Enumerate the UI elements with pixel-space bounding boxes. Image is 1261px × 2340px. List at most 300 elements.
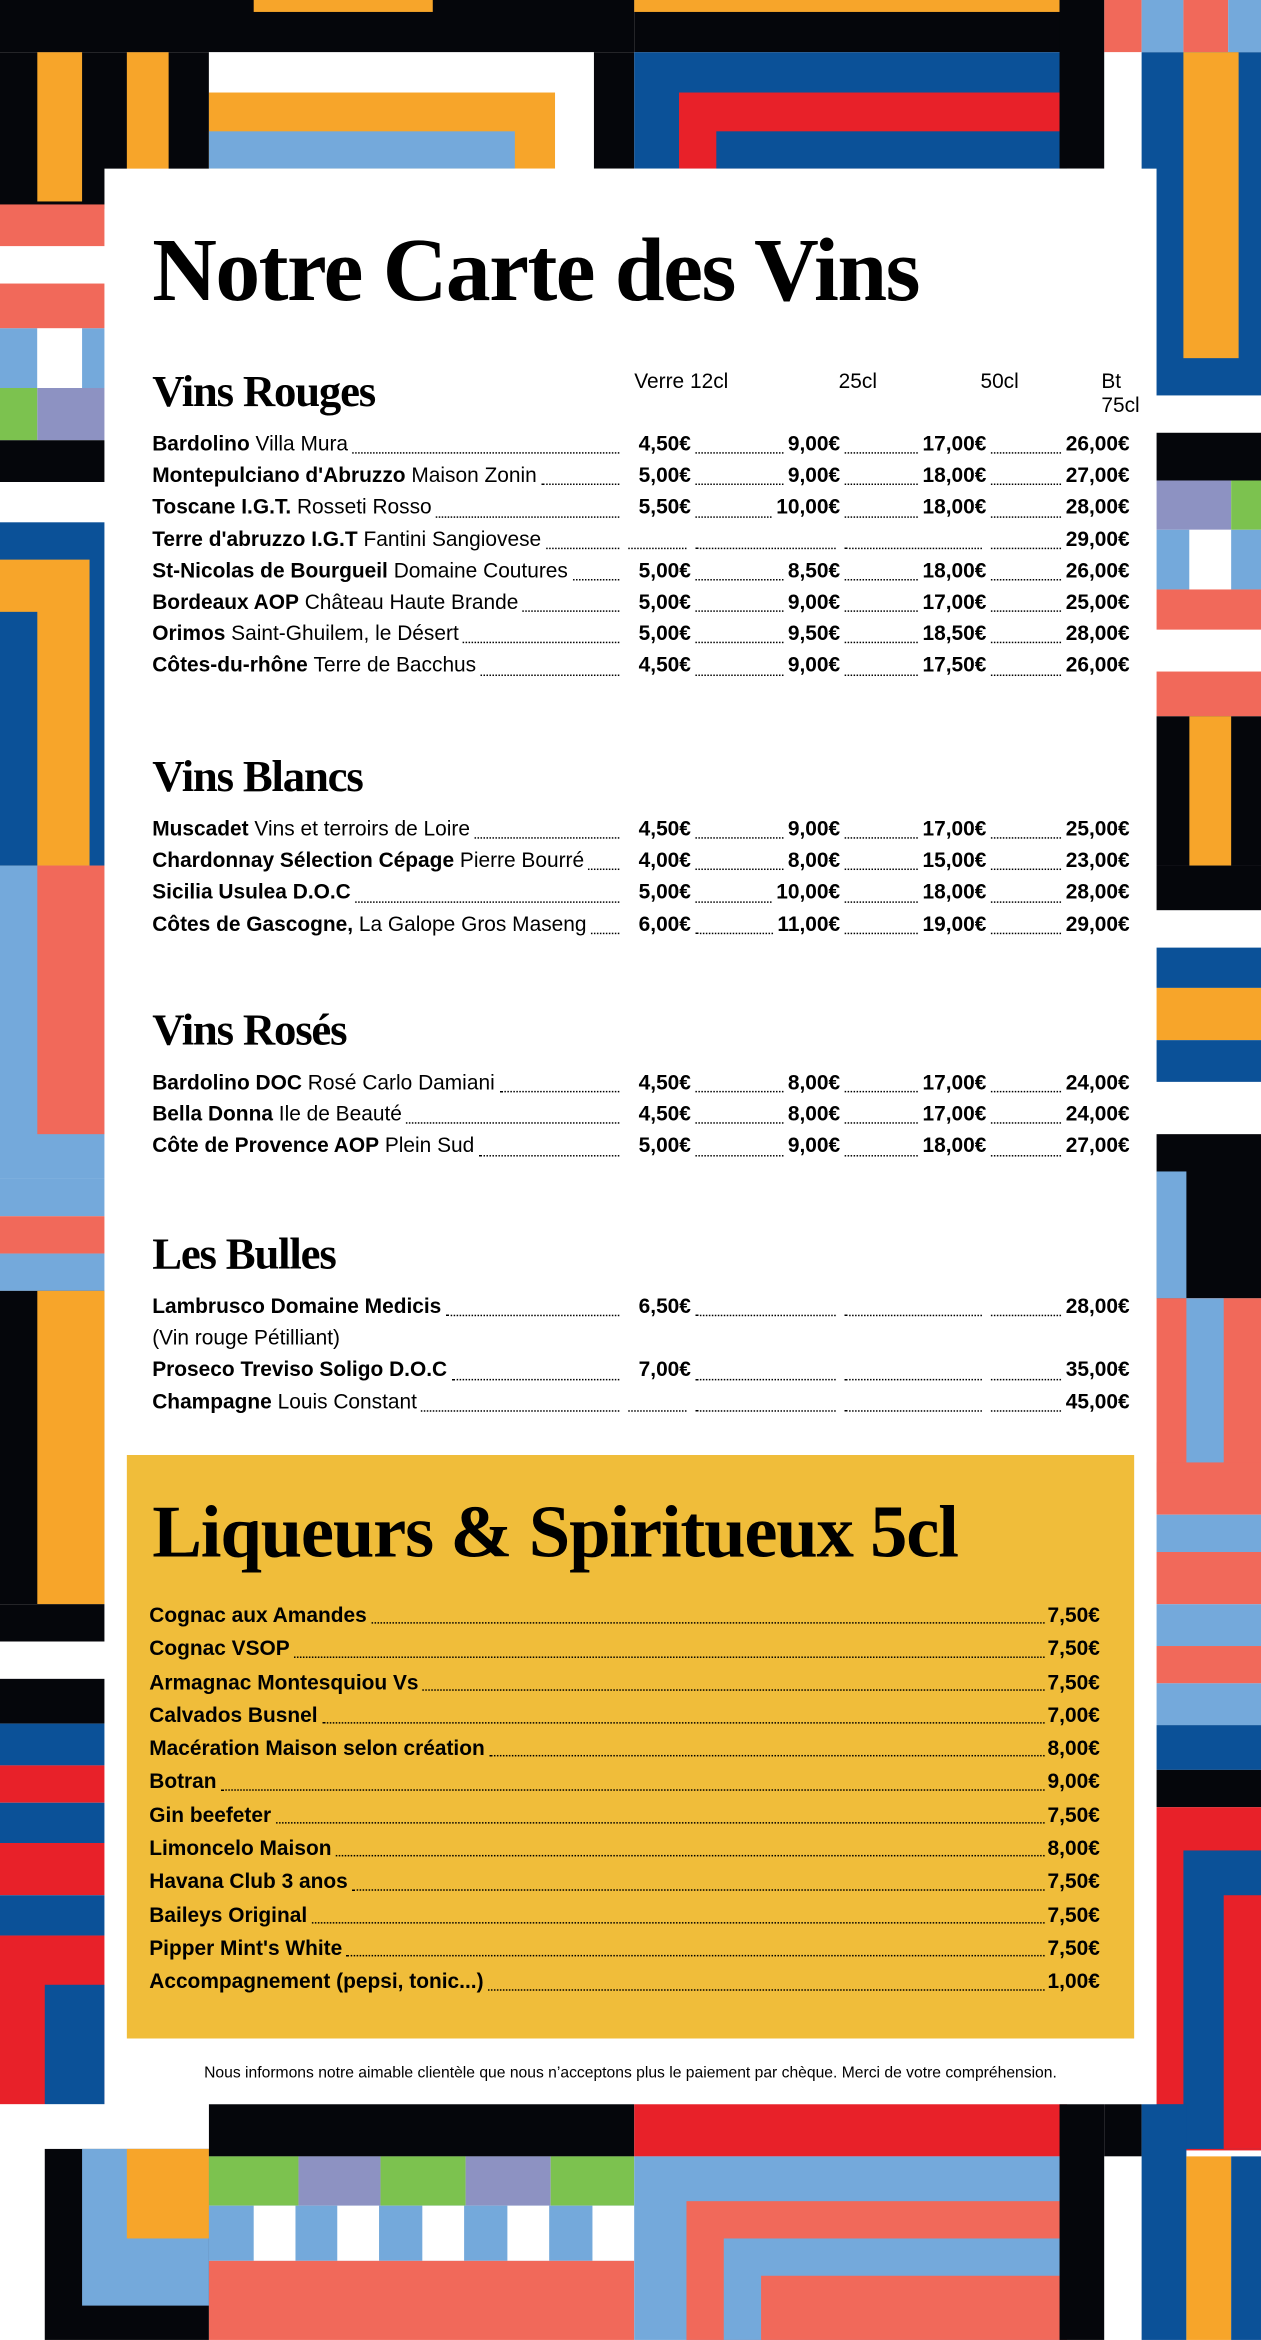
wine-name-cell [152, 1354, 624, 1386]
decor-block [37, 1291, 104, 1604]
price-cell [840, 1067, 986, 1099]
decor-block [0, 1254, 104, 1291]
price-cell [986, 908, 1129, 940]
dot-leader [991, 1154, 1061, 1155]
dot-leader [336, 1856, 1045, 1857]
price: 18,00€ [922, 494, 987, 519]
price-cell [840, 1130, 986, 1162]
liqueur-name: Accompagnement (pepsi, tonic...) [149, 1968, 484, 1993]
decor-block [1157, 1552, 1261, 1604]
wine-name: Côtes-du-rhône [152, 652, 308, 677]
decor-block [422, 2206, 464, 2261]
wine-note: (Vin rouge Pétilliant) [152, 1325, 340, 1350]
dot-leader [695, 547, 835, 548]
price-cell [986, 1130, 1129, 1162]
decor-block [37, 866, 104, 1135]
price-cell [624, 1067, 691, 1099]
liqueur-price: 7,50€ [1047, 1602, 1100, 1627]
decor-block [507, 2206, 549, 2261]
liqueur-name: Macération Maison selon création [149, 1735, 485, 1760]
decor-block [716, 131, 1059, 168]
dot-leader [991, 932, 1061, 933]
decor-block [634, 0, 1059, 12]
wine-name-cell [152, 428, 624, 460]
liqueur-price: 7,50€ [1047, 1935, 1100, 1960]
dot-leader [436, 516, 619, 517]
decor-block [1224, 1895, 1261, 2149]
price: 35,00€ [1065, 1357, 1130, 1381]
dot-leader [474, 837, 619, 838]
wine-row [152, 845, 1129, 877]
decor-block [551, 2156, 635, 2205]
wine-name-cell [152, 1291, 624, 1323]
dot-leader [312, 1922, 1045, 1923]
wine-row [152, 428, 1129, 460]
decor-block [1157, 481, 1232, 530]
price-cell [986, 555, 1129, 587]
price-cell [840, 845, 986, 877]
dot-leader [463, 642, 619, 643]
wine-name-cell [152, 877, 624, 909]
decor-block [761, 2276, 1067, 2340]
wine-name: Bardolino [152, 431, 250, 456]
wine-row [152, 492, 1129, 524]
dot-leader [347, 1955, 1045, 1956]
price: 4,50€ [638, 652, 691, 677]
decor-block [209, 2156, 299, 2205]
price: 26,00€ [1065, 652, 1130, 677]
decor-block [1157, 1515, 1261, 1552]
wine-name: Chardonnay Sélection Cépage [152, 847, 455, 872]
price-cell [840, 428, 986, 460]
decor-block [1157, 1082, 1261, 1134]
decor-block [0, 1642, 104, 1679]
liqueurs-list [149, 1598, 1100, 1997]
wine-producer: Ile de Beauté [278, 1101, 402, 1126]
wine-producer: Pierre Bourré [459, 847, 585, 872]
dot-leader [489, 1756, 1044, 1757]
decor-block [209, 131, 515, 168]
dot-leader [991, 1378, 1061, 1379]
price-cell [840, 650, 986, 682]
price-cell [986, 1386, 1129, 1418]
liqueur-row [149, 1898, 1100, 1931]
decor-block [1157, 589, 1261, 629]
price: 18,00€ [922, 1133, 987, 1158]
footer-notice: Nous informons notre aimable clientèle que nous n’acceptons plus le paiement par chèque. Merci de votre compréhension. [204, 2063, 1057, 2082]
wine-name-cell [152, 492, 624, 524]
price: 27,00€ [1065, 462, 1130, 487]
decor-block [1157, 672, 1261, 717]
decor-block [1157, 910, 1261, 947]
dot-leader [845, 1154, 918, 1155]
decor-block [1157, 988, 1261, 1040]
wine-producer: Vins et terroirs de Loire [254, 816, 471, 841]
liqueur-name: Armagnac Montesquiou Vs [149, 1669, 419, 1694]
price: 9,00€ [787, 1133, 841, 1158]
price: 28,00€ [1065, 620, 1130, 645]
wine-name: Muscadet [152, 816, 249, 841]
price: 8,00€ [787, 1069, 841, 1094]
liqueur-name: Havana Club 3 anos [149, 1868, 348, 1893]
wine-name-cell [152, 845, 624, 877]
price-cell [840, 586, 986, 618]
decor-block [337, 2206, 379, 2261]
price-cell [840, 555, 986, 587]
decor-block [1104, 52, 1141, 168]
price: 25,00€ [1065, 589, 1130, 614]
wine-row [152, 460, 1129, 492]
price: 28,00€ [1065, 879, 1130, 904]
wine-producer: Domaine Coutures [393, 557, 568, 582]
price: 29,00€ [1065, 911, 1130, 936]
price-cell [624, 1291, 691, 1323]
dot-leader [845, 837, 918, 838]
price-cell [840, 877, 986, 909]
decor-block [1189, 530, 1231, 590]
dot-leader [845, 869, 918, 870]
liqueur-row [149, 1765, 1100, 1798]
dot-leader [991, 1315, 1061, 1316]
decor-block [1157, 1604, 1261, 1646]
wine-row [152, 813, 1129, 845]
decor-block [0, 612, 37, 866]
price: 26,00€ [1065, 557, 1130, 582]
dot-leader [845, 611, 918, 612]
decor-block [0, 328, 37, 388]
wine-row [152, 650, 1129, 682]
price-cell [986, 492, 1129, 524]
wine-section [152, 1228, 1129, 1417]
decor-block [209, 2261, 634, 2340]
decor-block [0, 204, 104, 246]
liqueur-price: 9,00€ [1047, 1769, 1100, 1793]
price-cell [624, 1354, 691, 1386]
wine-producer: Louis Constant [277, 1388, 417, 1413]
dot-leader [628, 547, 686, 548]
price-cell [986, 813, 1129, 845]
wine-name: Lambrusco Domaine Medicis [152, 1293, 442, 1318]
dot-leader [991, 901, 1061, 902]
price-cell [691, 460, 840, 492]
dot-leader [628, 1410, 686, 1411]
liqueur-price: 7,50€ [1047, 1902, 1100, 1927]
price: 17,00€ [922, 589, 987, 614]
price-cell [986, 1354, 1129, 1386]
price: 17,00€ [922, 1101, 987, 1126]
dot-leader [488, 1989, 1045, 1990]
column-header: 50cl [980, 368, 1019, 393]
wine-name: Bardolino DOC [152, 1069, 302, 1094]
decor-block [254, 2206, 296, 2261]
dot-leader [695, 1154, 783, 1155]
price: 18,00€ [922, 557, 987, 582]
price: 26,00€ [1065, 431, 1130, 456]
price: 24,00€ [1065, 1101, 1130, 1126]
wine-row [152, 555, 1129, 587]
wine-name: Côtes de Gascogne, [152, 911, 354, 936]
wine-name-cell [152, 650, 624, 682]
wine-section [152, 366, 1140, 682]
dot-leader [695, 869, 783, 870]
price-cell [624, 1099, 691, 1131]
wine-name: Bordeaux AOP [152, 589, 299, 614]
price: 9,50€ [787, 620, 841, 645]
dot-leader [695, 452, 783, 453]
dot-leader [523, 611, 619, 612]
price: 5,00€ [638, 620, 691, 645]
price-cell [624, 1386, 691, 1418]
column-header: 25cl [838, 368, 878, 393]
decor-block [1157, 1646, 1261, 1683]
price-cell [691, 492, 840, 524]
wine-producer: Plein Sud [384, 1133, 475, 1158]
liqueur-price: 1,00€ [1047, 1968, 1100, 1993]
decor-block [254, 0, 433, 12]
price: 17,00€ [922, 431, 987, 456]
dot-leader [991, 837, 1061, 838]
column-header: Bt 75cl [1101, 368, 1140, 417]
price-cell [691, 1291, 840, 1323]
dot-leader [695, 901, 771, 902]
price-cell [691, 845, 840, 877]
dot-leader [546, 547, 620, 548]
decor-block [1157, 1171, 1187, 1298]
dot-leader [355, 901, 619, 902]
liqueur-row [149, 1831, 1100, 1864]
dot-leader [541, 484, 619, 485]
wine-row [152, 523, 1129, 555]
decor-block [1157, 1770, 1261, 1807]
liqueur-row [149, 1864, 1100, 1897]
decor-block [1183, 0, 1228, 52]
decor-block [1157, 433, 1261, 481]
wine-name-cell [152, 908, 624, 940]
dot-leader [572, 579, 619, 580]
wine-producer: Rosé Carlo Damiani [307, 1069, 495, 1094]
dot-leader [845, 579, 918, 580]
price-cell [624, 586, 691, 618]
menu-card [104, 169, 1156, 2105]
dot-leader [421, 1410, 619, 1411]
section-heading: Vins Rosés [152, 1005, 347, 1056]
decor-block [1104, 0, 1141, 52]
decor-block [0, 1765, 104, 1802]
section-heading: Vins Rouges [152, 367, 376, 417]
dot-leader [845, 452, 918, 453]
price-cell [691, 1099, 840, 1131]
dot-leader [452, 1378, 620, 1379]
dot-leader [499, 1091, 619, 1092]
liqueur-row [149, 1964, 1100, 1997]
price: 9,00€ [787, 431, 841, 456]
liqueur-row [149, 1665, 1100, 1698]
wine-name-cell [152, 618, 624, 650]
price-cell [691, 908, 840, 940]
price-cell [840, 1291, 986, 1323]
dot-leader [845, 932, 918, 933]
dot-leader [695, 642, 783, 643]
price-cell [691, 813, 840, 845]
wine-row [152, 908, 1129, 940]
dot-leader [845, 1091, 918, 1092]
price-cell [691, 428, 840, 460]
price-cell [624, 555, 691, 587]
price-cell [624, 428, 691, 460]
price-cell [986, 845, 1129, 877]
page-title: Notre Carte des Vins [152, 220, 920, 320]
price: 15,00€ [922, 847, 987, 872]
decor-block [1142, 2104, 1187, 2340]
price: 10,00€ [776, 494, 841, 519]
price-cell [986, 1291, 1129, 1323]
dot-leader [991, 869, 1061, 870]
dot-leader [845, 484, 918, 485]
price-cell [840, 618, 986, 650]
dot-leader [845, 1378, 982, 1379]
dot-leader [845, 674, 918, 675]
price-cell [624, 813, 691, 845]
liqueur-price: 7,50€ [1047, 1868, 1100, 1893]
dot-leader [991, 642, 1061, 643]
wine-row [152, 877, 1129, 909]
decor-block [1189, 716, 1231, 865]
price-cell [691, 586, 840, 618]
dot-leader [423, 1689, 1045, 1690]
decor-block [1231, 530, 1261, 590]
decor-block [592, 2206, 634, 2261]
decor-block [0, 1895, 104, 1935]
section-heading: Les Bulles [152, 1229, 336, 1279]
dot-leader [695, 932, 773, 933]
liqueur-row [149, 1632, 1100, 1665]
decor-block [1157, 395, 1261, 432]
wine-name: Terre d'abruzzo I.G.T [152, 526, 358, 551]
price-cell [691, 877, 840, 909]
decor-block [0, 482, 104, 522]
liqueur-name: Calvados Busnel [149, 1702, 318, 1727]
wine-name: Sicilia Usulea D.O.C [152, 879, 351, 904]
liqueur-row [149, 1698, 1100, 1731]
decor-block [37, 52, 82, 201]
price-cell [691, 1130, 840, 1162]
dot-leader [591, 932, 619, 933]
price-cell [986, 618, 1129, 650]
liqueur-name: Cognac VSOP [149, 1636, 290, 1660]
decor-block [1157, 1725, 1261, 1770]
decor-block [0, 388, 37, 440]
decor-block [1142, 0, 1184, 52]
dot-leader [991, 1410, 1061, 1411]
price: 5,00€ [638, 589, 691, 614]
wine-name-cell [152, 813, 624, 845]
wine-name: Champagne [152, 1388, 272, 1413]
dot-leader [322, 1722, 1044, 1723]
price: 5,00€ [638, 557, 691, 582]
dot-leader [695, 1123, 783, 1124]
decor-block [1157, 1683, 1261, 1725]
decor-block [298, 2156, 380, 2205]
price: 5,00€ [638, 462, 691, 487]
decor-block [0, 246, 104, 283]
liqueur-row [149, 1598, 1100, 1631]
price-cell [840, 460, 986, 492]
price-cell [840, 1354, 986, 1386]
decor-block [1060, 0, 1105, 169]
decor-block [1157, 630, 1261, 672]
price-cell [986, 1099, 1129, 1131]
price-cell [691, 618, 840, 650]
wine-producer: Château Haute Brande [304, 589, 519, 614]
wine-row [152, 1354, 1129, 1386]
price-cell [986, 586, 1129, 618]
wine-name-cell [152, 1067, 624, 1099]
dot-leader [695, 516, 771, 517]
liqueur-price: 7,50€ [1047, 1636, 1100, 1660]
decor-block [1157, 948, 1261, 988]
wine-name-cell [152, 523, 624, 555]
price: 17,00€ [922, 816, 987, 841]
wine-producer: Terre de Bacchus [313, 652, 477, 677]
dot-leader [695, 1315, 835, 1316]
price-cell [691, 1067, 840, 1099]
wine-name: Orimos [152, 620, 226, 645]
price: 9,00€ [787, 462, 841, 487]
wine-row [152, 1067, 1129, 1099]
liqueur-name: Botran [149, 1769, 217, 1793]
price: 8,00€ [787, 847, 841, 872]
price: 4,50€ [638, 1101, 691, 1126]
decor-block [1104, 2156, 1141, 2340]
wine-producer: Villa Mura [255, 431, 349, 456]
decor-block [0, 1216, 104, 1253]
price: 6,50€ [638, 1293, 691, 1318]
price: 11,00€ [777, 911, 841, 936]
decor-block [1060, 2104, 1105, 2340]
liqueur-price: 7,50€ [1047, 1802, 1100, 1827]
dot-leader [371, 1623, 1044, 1624]
decor-block [82, 328, 104, 388]
dot-leader [695, 1091, 783, 1092]
decor-block [0, 1724, 104, 1766]
price: 6,00€ [638, 911, 691, 936]
decor-block [37, 328, 82, 388]
liqueur-name: Limoncelo Maison [149, 1835, 332, 1860]
liqueur-price: 8,00€ [1047, 1735, 1100, 1760]
price: 5,00€ [638, 1133, 691, 1158]
wine-section [152, 751, 1129, 940]
dot-leader [845, 901, 918, 902]
decor-block [0, 1843, 104, 1895]
dot-leader [991, 579, 1061, 580]
price-cell [691, 650, 840, 682]
price: 10,00€ [776, 879, 841, 904]
price-cell [840, 1099, 986, 1131]
decor-block [1231, 481, 1261, 530]
price-cell [840, 492, 986, 524]
price: 4,50€ [638, 1069, 691, 1094]
price-cell [840, 813, 986, 845]
column-header: Verre 12cl [634, 368, 729, 393]
price-cell [624, 1130, 691, 1162]
decor-block [209, 2104, 634, 2156]
decor-block [1228, 0, 1261, 52]
liqueur-price: 7,00€ [1047, 1702, 1100, 1727]
price-cell [986, 877, 1129, 909]
wine-name: Toscane I.G.T. [152, 494, 292, 519]
liqueur-price: 8,00€ [1047, 1835, 1100, 1860]
price: 28,00€ [1065, 494, 1130, 519]
